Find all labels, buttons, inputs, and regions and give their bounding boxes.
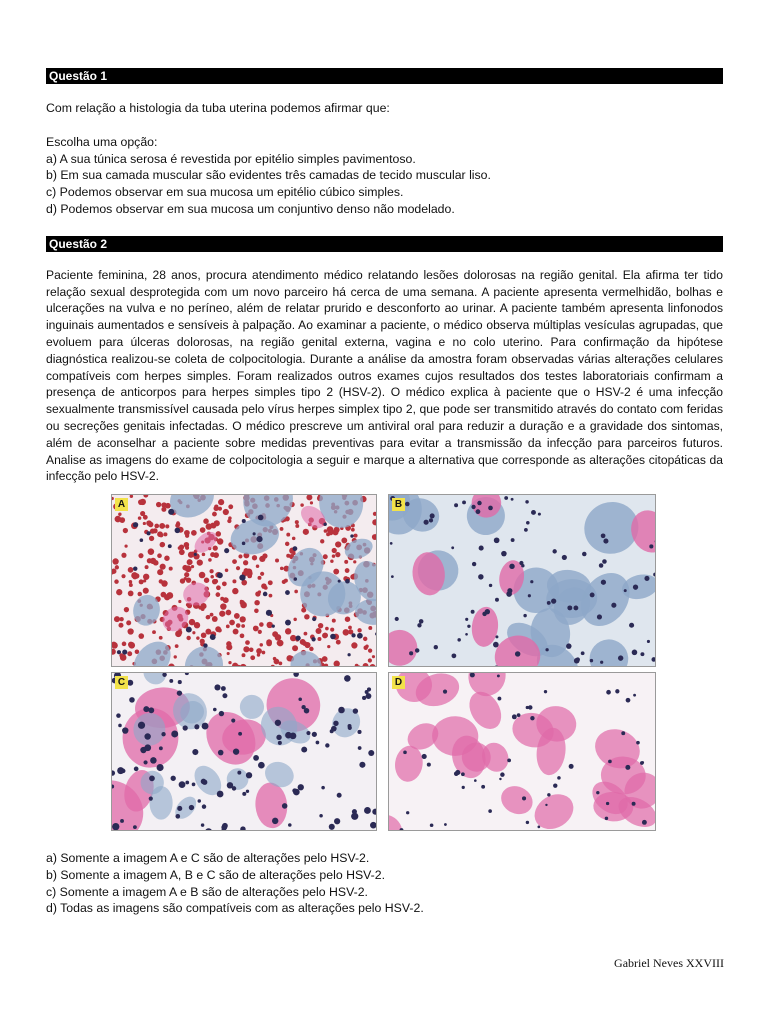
panel-b-micrograph	[389, 495, 656, 667]
panel-a-micrograph	[112, 495, 377, 667]
question-2-header: Questão 2	[46, 236, 723, 252]
panel-d-micrograph	[389, 673, 656, 831]
question-1-option-a[interactable]: a) A sua túnica serosa é revestida por epitélio simples pavimentoso.	[46, 151, 416, 166]
panel-c-image	[111, 672, 377, 831]
question-2-options	[46, 850, 723, 917]
page-content	[46, 68, 723, 503]
question-1-stem: Com relação a histologia da tuba uterina podemos afirmar que:	[46, 101, 390, 115]
question-2-option-c[interactable]: c) Somente a imagem A e B são de alterações pelo HSV-2.	[46, 884, 368, 899]
question-1-option-d[interactable]: d) Podemos observar em sua mucosa um conjuntivo denso não modelado.	[46, 201, 455, 216]
colpocytology-figure	[111, 494, 656, 831]
question-1-options	[46, 151, 723, 218]
question-2-option-d[interactable]: d) Todas as imagens são compatíveis com as alterações pelo HSV-2.	[46, 901, 424, 916]
question-1-header: Questão 1	[46, 68, 723, 84]
panel-d-image	[388, 672, 656, 831]
panel-b-label: B	[392, 498, 405, 511]
panel-b-image	[388, 494, 656, 667]
panel-a-image	[111, 494, 377, 667]
question-2-option-b[interactable]: b) Somente a imagem A, B e C são de alterações pelo HSV-2.	[46, 867, 386, 882]
question-2-case-text: Paciente feminina, 28 anos, procura atendimento médico relatando lesões dolorosas na região genital. Ela afirma ter tido relação sexual desprotegida com um novo parceiro há cerca de uma semana. A paciente apresenta vermelhidão, bolhas e ulcerações na vulva e no períneo, além de relatar prurido e desconforto ao urinar. A paciente também apresenta linfonodos inguinais aumentados e sensíveis à palpação. Ao examinar a paciente, o médico observa múltiplas vesículas agrupadas, que evoluem para úlceras dolorosas, na região genital externa, vagina e no colo uterino. Para confirmação da hipótese diagnóstica realizou-se coleta de colpocitologia. Durante a análise da amostra foram observadas várias alterações celulares compatíveis com herpes simples. Foram realizados outros exames cujos resultados dos testes laboratoriais confirmam a presença de anticorpos para herpes simples tipo 2 (HSV-2). O médico explica à paciente que o HSV-2 é uma infecção sexualmente transmissível causada pelo vírus herpes simplex tipo 2, que pode ser transmitido através do contato com feridas ou secreções genitais infectadas. O médico prescreve um antiviral oral para reduzir a duração e a gravidade dos sintomas, além de aconselhar a paciente sobre medidas preventivas para evitar a transmissão da infecção para parceiros futuros. Analise as imagens do exame de colpocitologia a seguir e marque a alternativa que corresponde as alterações citopáticas da infecção pelo HSV-2.	[46, 267, 723, 484]
question-2-option-a[interactable]: a) Somente a imagem A e C são de alterações pelo HSV-2.	[46, 851, 370, 865]
panel-d-label: D	[392, 676, 405, 689]
footer-author: Gabriel Neves XXVIII	[614, 956, 724, 970]
question-1-choose-label: Escolha uma opção:	[46, 134, 158, 149]
panel-a-label: A	[115, 498, 128, 511]
panel-c-micrograph	[112, 673, 377, 831]
panel-c-label: C	[115, 676, 128, 689]
question-1-option-c[interactable]: c) Podemos observar em sua mucosa um epitélio cúbico simples.	[46, 185, 404, 200]
question-1-option-b[interactable]: b) Em sua camada muscular são evidentes três camadas de tecido muscular liso.	[46, 168, 491, 183]
